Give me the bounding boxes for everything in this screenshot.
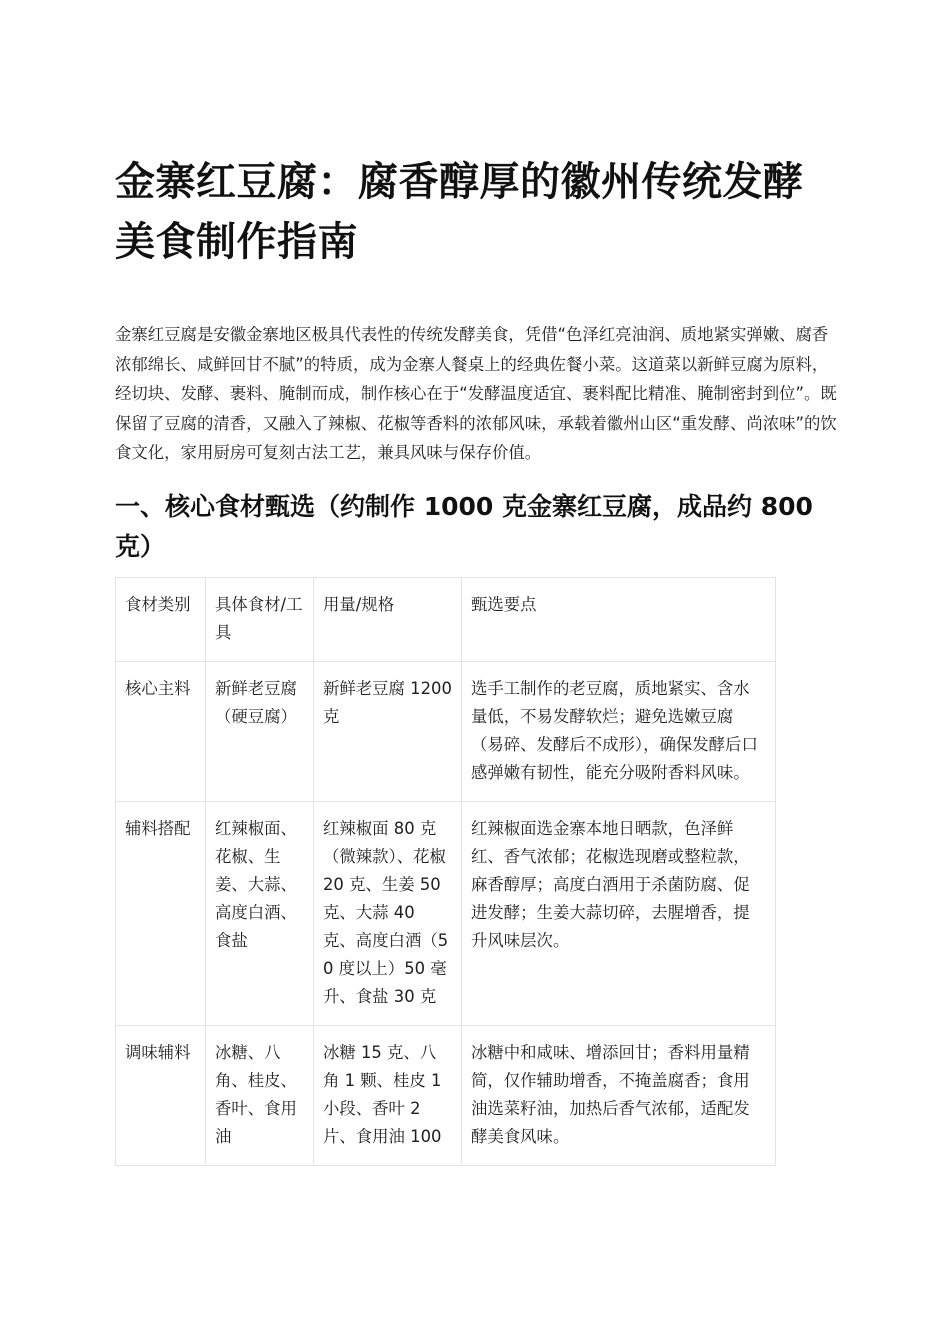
- header-amount: 用量/规格: [314, 578, 462, 662]
- intro-paragraph: 金寨红豆腐是安徽金寨地区极具代表性的传统发酵美食，凭借“色泽红亮油润、质地紧实弹嫩、腐香浓郁绵长、咸鲜回甘不腻”的特质，成为金寨人餐桌上的经典佐餐小菜。这道菜以新鲜豆腐为原料，经切块、发酵、裹料、腌制而成，制作核心在于“发酵温度适宜、裹料配比精准、腌制密封到位”。既保留了豆腐的清香，又融入了辣椒、花椒等香料的浓郁风味，承载着徽州山区“重发酵、尚浓味”的饮食文化，家用厨房可复刻古法工艺，兼具风味与保存价值。: [115, 325, 837, 462]
- table-row: [116, 802, 776, 1026]
- cell-category: 调味辅料: [116, 1026, 206, 1166]
- header-notes: 甄选要点: [462, 578, 776, 662]
- table-header-row: [116, 578, 776, 662]
- cell-item: 新鲜老豆腐（硬豆腐）: [206, 662, 314, 802]
- cell-category: 核心主料: [116, 662, 206, 802]
- cell-notes: 红辣椒面选金寨本地日晒款，色泽鲜红、香气浓郁；花椒选现磨或整粒款，麻香醇厚；高度白酒用于杀菌防腐、促进发酵；生姜大蒜切碎，去腥增香，提升风味层次。: [462, 802, 776, 1026]
- header-category: 食材类别: [116, 578, 206, 662]
- cell-amount: 红辣椒面 80 克（微辣款）、花椒 20 克、生姜 50 克、大蒜 40 克、高度白酒（50 度以上）50 毫升、食盐 30 克: [314, 802, 462, 1026]
- ingredients-table: [115, 577, 776, 1166]
- cell-notes: 选手工制作的老豆腐，质地紧实、含水量低，不易发酵软烂；避免选嫩豆腐（易碎、发酵后不成形），确保发酵后口感弹嫩有韧性，能充分吸附香料风味。: [462, 662, 776, 802]
- cell-notes: 冰糖中和咸味、增添回甘；香料用量精简，仅作辅助增香，不掩盖腐香；食用油选菜籽油，加热后香气浓郁，适配发酵美食风味。: [462, 1026, 776, 1166]
- cell-amount: 新鲜老豆腐 1200 克: [314, 662, 462, 802]
- cell-item: 冰糖、八角、桂皮、香叶、食用油: [206, 1026, 314, 1166]
- cell-category: 辅料搭配: [116, 802, 206, 1026]
- section-heading-ingredients: 一、核心食材甄选（约制作 1000 克金寨红豆腐，成品约 800 克）: [115, 492, 813, 561]
- document-title: 金寨红豆腐：腐香醇厚的徽州传统发酵美食制作指南: [115, 159, 804, 265]
- cell-amount: 冰糖 15 克、八角 1 颗、桂皮 1 小段、香叶 2 片、食用油 100: [314, 1026, 462, 1166]
- table-row: [116, 662, 776, 802]
- cell-item: 红辣椒面、花椒、生姜、大蒜、高度白酒、食盐: [206, 802, 314, 1026]
- header-item: 具体食材/工具: [206, 578, 314, 662]
- table-row: [116, 1026, 776, 1166]
